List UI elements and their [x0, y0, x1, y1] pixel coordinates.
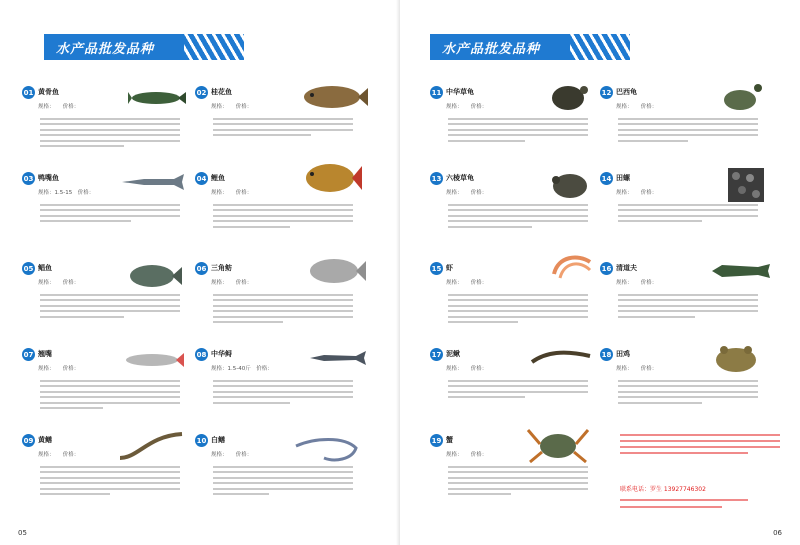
crab-image	[526, 420, 590, 466]
item-spec: 规格： 价格：	[38, 280, 80, 286]
item-spec: 规格： 价格：	[211, 104, 253, 110]
item-name: 田螺	[616, 174, 630, 182]
topmouth-culter-image	[124, 350, 184, 370]
item-spec: 规格： 价格：	[446, 280, 488, 286]
frog-image	[712, 340, 760, 374]
contact-info	[620, 485, 790, 513]
address-line	[620, 506, 722, 508]
item-spec: 规格： 价格：	[616, 280, 658, 286]
item-spec: 规格： 价格：	[446, 366, 488, 372]
item-spec: 规格：1.5-15 价格：	[38, 190, 95, 196]
promo-text-block	[620, 430, 780, 458]
item-spec: 规格： 价格：	[616, 104, 658, 110]
item-description	[618, 376, 758, 407]
item-description	[213, 200, 353, 231]
item-number: 13	[430, 172, 443, 185]
item-number: 01	[22, 86, 35, 99]
item-name: 六棱草龟	[446, 174, 474, 182]
item-description	[40, 114, 180, 151]
item-name: 鲤鱼	[211, 174, 225, 182]
item-name: 白鳝	[211, 436, 225, 444]
item-spec: 规格： 价格：	[38, 366, 80, 372]
item-description	[40, 376, 180, 413]
page-number: 05	[18, 529, 27, 537]
item-number: 17	[430, 348, 443, 361]
right-banner-title: 水产品批发品种	[442, 41, 541, 57]
item-number: 10	[195, 434, 208, 447]
shrimp-image	[550, 250, 594, 280]
carp-image	[302, 156, 362, 198]
bream-image	[306, 256, 366, 286]
item-description	[213, 290, 353, 327]
item-description	[448, 290, 588, 327]
item-name: 翘嘴	[38, 350, 52, 358]
item-name: 中华鲟	[211, 350, 232, 358]
item-spec: 规格： 价格：	[446, 452, 488, 458]
left-banner	[44, 34, 214, 60]
right-page	[400, 0, 800, 545]
item-spec: 规格： 价格：	[616, 366, 658, 372]
item-spec-value: 规格：1.5-15	[38, 190, 73, 196]
company-line	[620, 499, 748, 501]
item-spec: 规格： 价格：	[446, 104, 488, 110]
item-description	[448, 114, 588, 145]
item-name: 巴西龟	[616, 88, 637, 96]
left-banner-title: 水产品批发品种	[56, 41, 155, 57]
item-name: 中华草龟	[446, 88, 474, 96]
item-name: 鸭嘴鱼	[38, 174, 59, 182]
sturgeon-image	[310, 350, 366, 366]
item-spec: 规格： 价格：	[211, 280, 253, 286]
plecostomus-image	[712, 262, 770, 280]
mandarin-fish-image	[300, 82, 368, 112]
item-description	[448, 200, 588, 231]
item-number: 19	[430, 434, 443, 447]
item-number: 05	[22, 262, 35, 275]
red-eared-slider-image	[720, 80, 764, 114]
page-number: 06	[773, 529, 782, 537]
item-description	[213, 376, 353, 407]
eel-image	[118, 428, 184, 462]
item-description	[618, 290, 758, 321]
item-spec: 规格： 价格：	[616, 190, 658, 196]
item-number: 06	[195, 262, 208, 275]
item-name: 虾	[446, 264, 453, 272]
item-description	[40, 462, 180, 499]
item-spec: 规格： 价格：	[446, 190, 488, 196]
item-description	[448, 462, 588, 499]
item-name: 蟹	[446, 436, 453, 444]
item-name: 田鸡	[616, 350, 630, 358]
item-number: 14	[600, 172, 613, 185]
item-number: 08	[195, 348, 208, 361]
item-number: 03	[22, 172, 35, 185]
item-name: 三角鲂	[211, 264, 232, 272]
item-number: 12	[600, 86, 613, 99]
item-spec: 规格： 价格：	[38, 452, 80, 458]
banner-stripes	[570, 34, 630, 60]
item-description	[40, 290, 180, 321]
item-name: 黄骨鱼	[38, 88, 59, 96]
item-name: 泥鳅	[446, 350, 460, 358]
item-description	[448, 376, 588, 402]
item-number: 18	[600, 348, 613, 361]
catfish-image	[128, 84, 186, 110]
item-number: 09	[22, 434, 35, 447]
white-eel-image	[294, 432, 360, 468]
item-description	[213, 114, 353, 140]
item-description	[40, 200, 180, 226]
pomfret-fish-image	[126, 262, 182, 290]
item-spec: 规格：1.5-40斤 价格：	[211, 366, 273, 372]
item-spec-value: 规格：1.5-40斤	[211, 366, 251, 372]
item-number: 15	[430, 262, 443, 275]
item-number: 04	[195, 172, 208, 185]
contact-phone: 联系电话：罗生 13927746302	[620, 486, 706, 493]
item-name: 黄鳝	[38, 436, 52, 444]
item-name: 清道夫	[616, 264, 637, 272]
item-number: 16	[600, 262, 613, 275]
item-number: 07	[22, 348, 35, 361]
river-snails-image	[728, 168, 764, 202]
banner-stripes	[184, 34, 244, 60]
paddlefish-image	[122, 172, 184, 192]
hexagonal-turtle-image	[548, 166, 592, 202]
item-spec: 规格： 价格：	[38, 104, 80, 110]
item-spec: 规格： 价格：	[211, 190, 253, 196]
item-number: 11	[430, 86, 443, 99]
item-name: 鲳鱼	[38, 264, 52, 272]
item-spec: 规格： 价格：	[211, 452, 253, 458]
item-number: 02	[195, 86, 208, 99]
item-name: 桂花鱼	[211, 88, 232, 96]
loach-image	[530, 344, 592, 368]
turtle-image	[548, 80, 590, 114]
right-banner	[430, 34, 600, 60]
item-description	[618, 114, 758, 145]
item-description	[618, 200, 758, 226]
